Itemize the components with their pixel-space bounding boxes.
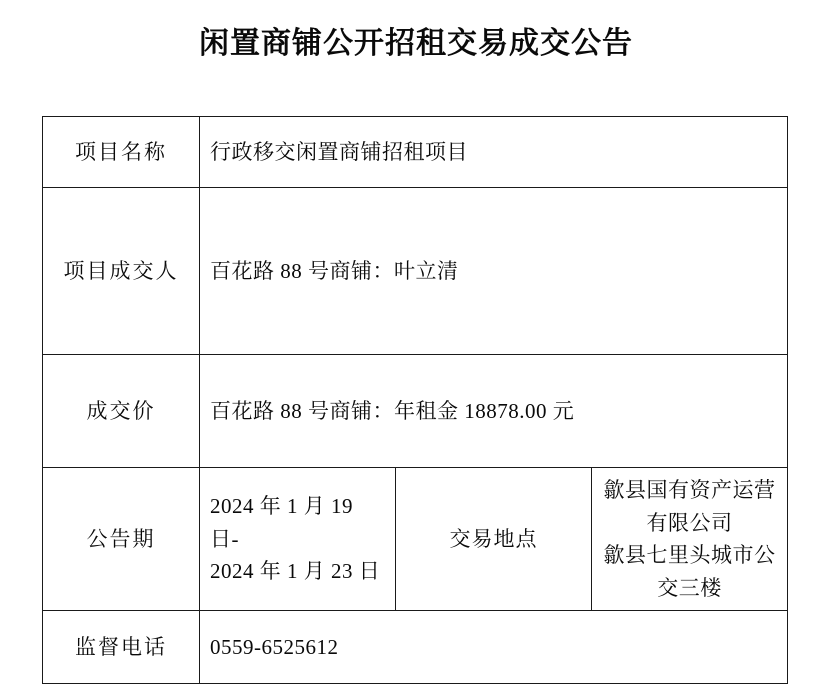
period-value-line1: 2024 年 1 月 19 日- [210, 494, 353, 551]
trade-place-lines [602, 474, 777, 604]
supervision-phone-label: 监督电话 [43, 611, 200, 684]
price-value: 百花路 88 号商铺：年租金 18878.00 元 [200, 355, 788, 468]
notice-table-container [42, 116, 788, 684]
table-row [43, 117, 788, 188]
trade-place-line1: 歙县国有资产运营有限公司 [603, 478, 776, 535]
winner-label: 项目成交人 [43, 188, 200, 355]
notice-table [42, 116, 788, 684]
trade-place-line2: 歙县七里头城市公交三楼 [603, 543, 776, 600]
trade-place-label: 交易地点 [396, 468, 592, 611]
trade-place-value [592, 468, 788, 611]
supervision-phone-value: 0559-6525612 [200, 611, 788, 684]
price-label: 成交价 [43, 355, 200, 468]
table-row [43, 611, 788, 684]
table-row [43, 355, 788, 468]
project-name-label: 项目名称 [43, 117, 200, 188]
period-value-lines [210, 490, 385, 588]
table-row [43, 468, 788, 611]
winner-value: 百花路 88 号商铺：叶立清 [200, 188, 788, 355]
page-title: 闲置商铺公开招租交易成交公告 [199, 27, 633, 60]
period-value-line2: 2024 年 1 月 23 日 [210, 559, 381, 584]
period-label: 公告期 [43, 468, 200, 611]
period-value [200, 468, 396, 611]
table-row [43, 188, 788, 355]
project-name-value: 行政移交闲置商铺招租项目 [200, 117, 788, 188]
